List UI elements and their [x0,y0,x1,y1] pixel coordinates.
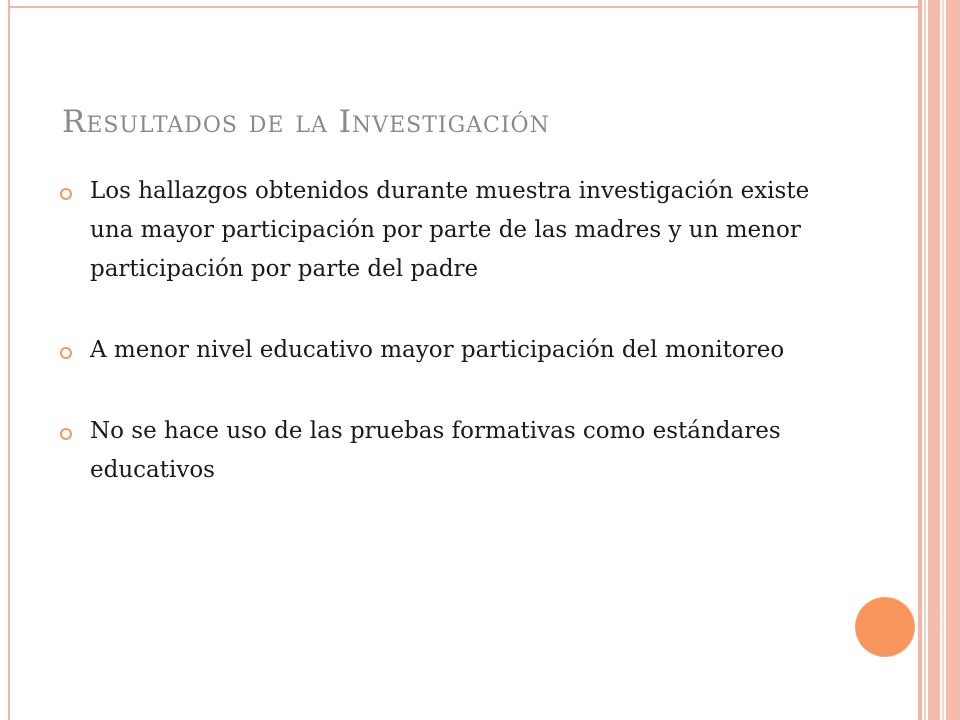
stripe [942,0,944,720]
bullet-item [60,331,840,370]
bullet-item [60,172,840,289]
left-frame-line [8,0,10,720]
stripe [946,0,960,720]
ring-bullet-icon [60,347,72,359]
ring-bullet-icon [60,428,72,440]
top-frame-line [8,6,920,8]
slide-title: Resultados de la Investigación [62,104,550,140]
right-decorative-stripes [918,0,960,720]
stripe [928,0,940,720]
bullet-text: A menor nivel educativo mayor participación del monitoreo [90,337,785,363]
stripe [924,0,926,720]
bullet-text: Los hallazgos obtenidos durante muestra investigación existe una mayor participación por parte de las madres y un menor participación por parte del padre [90,178,810,282]
stripe [918,0,922,720]
bullet-item [60,412,840,490]
ring-bullet-icon [60,188,72,200]
bullet-list [60,172,840,490]
bullet-text: No se hace uso de las pruebas formativas como estándares educativos [90,418,781,483]
orange-circle-icon [856,598,914,656]
